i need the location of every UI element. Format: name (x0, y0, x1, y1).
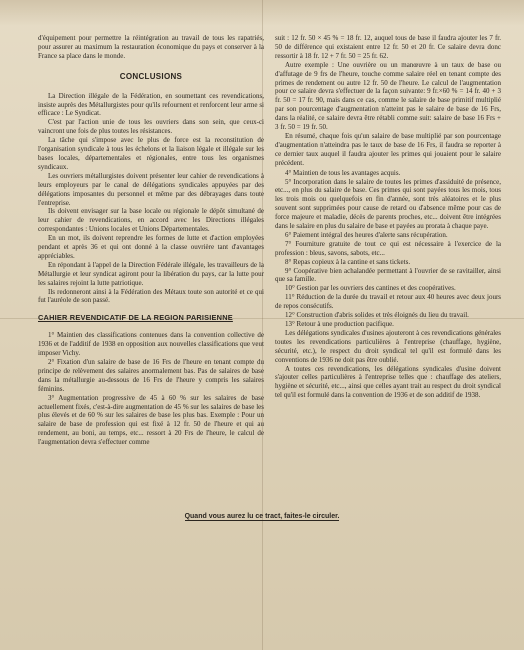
conclusions-paragraph: Les ouvriers métallurgistes doivent présenter leur cahier de revendications à leurs employeurs par le canal de délégations syndicales appuyées par des délégations imposantes du personnel et même par des débrayages dans toute l'entreprise. (38, 171, 264, 207)
closing-paragraph: A toutes ces revendications, les délégations syndicales d'usine doivent s'ajouter celles particulières à l'entreprise telles que : chauffage des ateliers, hygiène et sécurité, etc..., ainsi que celles ayant trait au respect du droit syndical tel qu'il est formulé dans la convention de 1936 et de son additif de 1938. (275, 364, 501, 400)
demand-item: 5° Incorporation dans le salaire de toutes les primes d'assiduité de présence, etc..., en plus du salaire de base. Ces primes qui sont payées tous les mois, tous les trois mois ou quelquefois en fin d'année, sont très aléatoires et le plus souvent sont supprimées pour cause de retard ou d'absence même pour cas de force majeure et maladie, décès de parents proches, etc... doivent être intégrées dans le salaire en plus du salaire de base et payées au prorata à chaque paye. (275, 177, 501, 231)
calc-paragraph: En résumé, chaque fois qu'un salaire de base multiplié par son pourcentage d'augmentation n'atteindra pas le taux de base de 16 Frs, il faudra se reporter à ce dernier taux auquel il faudra ajouter les primes qui jouaient pour le salaire précédent. (275, 131, 501, 167)
calc-paragraph: suit : 12 fr. 50 × 45 % = 18 fr. 12, auquel tous de base il faudra ajouter les 7 fr. 50 de différence qui existaient entre 12 fr. 50 et 20 fr. Ce salaire devra donc ressortir à 18 fr. 12 + 7 fr. 50 = 25 fr. 62. (275, 34, 501, 60)
demand-item: 10° Gestion par les ouvriers des cantines et des coopératives. (285, 284, 456, 293)
conclusions-paragraph: En répondant à l'appel de la Direction Fédérale illégale, les travailleurs de la Métallurgie et leur syndicat agiront pour la libération du pays, car la lutte pour les salaires rejoint la lutte patriotique. (38, 260, 264, 287)
conclusions-heading: CONCLUSIONS (119, 71, 183, 81)
conclusions-paragraph: Ils doivent envisager sur la base locale ou régionale le dépôt simultané de leur cahier de revendications, en accord avec les Directions illégales correspondantes : Unions locales et Unions Départementales. (38, 207, 264, 234)
left-column (38, 34, 264, 447)
conclusions-paragraph: En un mot, ils doivent reprendre les formes de lutte et d'action employées pendant et après 36 et qui ont donné à la classe ouvrière tant d'avantages appréciables. (38, 234, 264, 260)
demand-item: 12° Construction d'abris solides et très éloignés du lieu du travail. (285, 311, 469, 320)
right-column (275, 34, 501, 400)
closing-paragraph: Les délégations syndicales d'usines ajouteront à ces revendications générales toutes les revendications particulières à l'entreprise (chauffage, hygiène, sécurité, etc.), le respect du droit syndical tel qu'il est formulé dans les conventions de 1936 ne doit pas être oublié. (275, 328, 501, 364)
conclusions-paragraph: La tâche qui s'impose avec le plus de force est la reconstitution de l'organisation syndicale à tous les échelons et la liaison légale et illégale sur les bases locales, départementales et régionales, entre tous les organismes syndicaux. (38, 136, 264, 171)
demand-item: 9° Coopérative bien achalandée permettant à l'ouvrier de se ravitailler, ainsi que sa famille. (275, 266, 501, 284)
demand-item: 6° Paiement intégral des heures d'alerte sans récupération. (285, 230, 448, 239)
demand-item: 8° Repas copieux à la cantine et sans tickets. (285, 257, 411, 266)
demand-item: 11° Réduction de la durée du travail et retour aux 40 heures avec deux jours de repos consécutifs. (275, 293, 501, 311)
calc-paragraph: Autre exemple : Une ouvrière ou un manœuvre à un taux de base ou d'affutage de 9 frs de l'heure, touche comme salaire réel en tenant compte des primes de rendement ou autre 12 fr. 50 de l'heure. Le calcul de l'augmentation pour ce salaire devra s'effectuer de la façon suivante: 9 fr.×60 % = 14 fr. 40 + 3 fr. 50 = 17 fr. 90, mais dans ce cas, comme le salaire de base primitif multiplié par son pourcentage d'augmentation n'atteint pas le salaire de base de 16 Frs, dans la réalité, ce salaire devra être rétabli comme suit: salaire de base 16 Frs + 3 fr. 50 = 19 fr. 50. (275, 60, 501, 132)
demand-item: 7° Fourniture gratuite de tout ce qui est nécessaire à l'exercice de la profession : bleus, savons, sabots, etc... (275, 239, 501, 257)
conclusions-paragraph: Ils redonneront ainsi à la Fédération des Métaux toute son autorité et ce qui fut l'auréole de son passé. (38, 287, 264, 305)
cahier-heading: CAHIER REVENDICATIF DE LA REGION PARISIENNE (38, 313, 233, 323)
demand-item: 1° Maintien des classifications contenues dans la convention collective de 1936 et de l'additif de 1938 en opposition aux nouvelles classifications que veut imposer Vichy. (38, 331, 264, 358)
circulate-notice (0, 513, 524, 520)
demand-item: 4° Maintien de tous les avantages acquis. (285, 168, 401, 177)
conclusions-paragraph: C'est par l'action unie de tous les ouvriers dans son sein, que ceux-ci vaincront une fois de plus toutes les résistances. (38, 118, 264, 136)
conclusions-paragraph: La Direction illégale de la Fédération, en soumettant ces revendications, insiste auprès des Métallurgistes pour qu'ils refournent et renforcent leur arme si efficace : Le Syndicat. (38, 91, 264, 118)
demand-item: 3° Augmentation progressive de 45 à 60 % sur les salaires de base actuellement fixés, c'est-à-dire augmentation de 45 % sur les salaires de base les plus élevés et de 60 % sur les salaires de base les plus bas. Exemple : Pour un salaire de base de profession qui est fixé à 12 fr. 50 de l'heure et qui au rendement, au boni, au temps, etc... ressort à 20 Frs de l'heure, le calcul de l'augmentation devra s'effectuer comme (38, 393, 264, 447)
intro-paragraph: d'équipement pour permettre la réintégration au travail de tous les rapatriés, pour assurer au maximum la restauration économique du pays et conserver à la France sa place dans le monde. (38, 34, 264, 60)
demand-item: 2° Fixation d'un salaire de base de 16 Frs de l'heure en tenant compte du principe de relèvement des salaires anormalement bas. Pas de salaires de base dans la métallurgie au-dessous de 16 Frs de l'heure y compris les salaires féminins. (38, 358, 264, 393)
circulate-notice-text: Quand vous aurez lu ce tract, faites-le circuler. (184, 513, 340, 520)
demand-item: 13° Retour à une production pacifique. (285, 320, 394, 328)
